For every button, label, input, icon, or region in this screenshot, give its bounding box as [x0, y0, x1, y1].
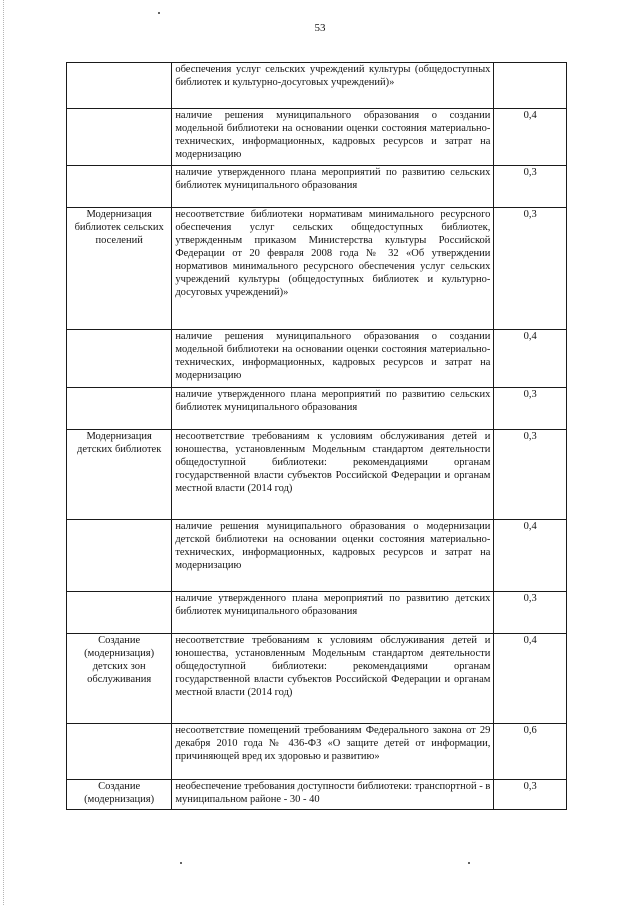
category-cell — [67, 109, 172, 166]
table-row — [67, 166, 567, 208]
criterion-cell: наличие решения муниципального образования о создании модельной библиотеки на основании оценки состояния материально-технических, информационных, кадровых ресурсов и затрат на модернизацию — [172, 330, 494, 388]
scan-speck — [158, 12, 160, 14]
binding-line — [3, 0, 4, 905]
category-cell — [67, 592, 172, 634]
category-cell — [67, 63, 172, 109]
table-row — [67, 592, 567, 634]
criterion-cell: наличие утвержденного плана мероприятий по развитию детских библиотек муниципального образования — [172, 592, 494, 634]
page-number: 53 — [314, 22, 326, 34]
criterion-cell: несоответствие требованиям к условиям обслуживания детей и юношества, установленным Модельным стандартом деятельности общедоступной библиотеки: рекомендациями органам государственной власти субъектов Российской Федерации и органам местной власти (2014 год) — [172, 430, 494, 520]
weight-cell: 0,3 — [494, 388, 567, 430]
table-row — [67, 634, 567, 724]
weight-cell: 0,3 — [494, 780, 567, 810]
weight-cell: 0,3 — [494, 208, 567, 330]
criterion-cell: наличие решения муниципального образования о модернизации детской библиотеки на основании оценки состояния материально-технических, информационных, кадровых ресурсов и затрат на модернизацию — [172, 520, 494, 592]
weight-cell: 0,4 — [494, 330, 567, 388]
criterion-cell: несоответствие помещений требованиям Федерального закона от 29 декабря 2010 года № 436-ФЗ «О защите детей от информации, причиняющей вред их здоровью и развитию» — [172, 724, 494, 780]
scan-speck — [180, 862, 182, 864]
weight-cell: 0,4 — [494, 634, 567, 724]
category-cell — [67, 520, 172, 592]
weight-cell: 0,3 — [494, 166, 567, 208]
table-row — [67, 780, 567, 810]
criterion-cell: наличие утвержденного плана мероприятий по развитию сельских библиотек муниципального образования — [172, 388, 494, 430]
table-row — [67, 388, 567, 430]
category-cell: Модернизация детских библиотек — [67, 430, 172, 520]
weight-cell: 0,4 — [494, 109, 567, 166]
table-row — [67, 724, 567, 780]
weight-cell: 0,4 — [494, 520, 567, 592]
table-row — [67, 330, 567, 388]
category-cell: Создание (модернизация) — [67, 780, 172, 810]
category-cell — [67, 330, 172, 388]
table-row — [67, 520, 567, 592]
criterion-cell: наличие утвержденного плана мероприятий по развитию сельских библиотек муниципального образования — [172, 166, 494, 208]
table-row — [67, 109, 567, 166]
weight-cell: 0,6 — [494, 724, 567, 780]
table-row — [67, 430, 567, 520]
criterion-cell: необеспечение требования доступности библиотеки: транспортной - в муниципальном районе - 30 - 40 — [172, 780, 494, 810]
category-cell — [67, 388, 172, 430]
category-cell: Модернизация библиотек сельских поселений — [67, 208, 172, 330]
table-row — [67, 208, 567, 330]
criterion-cell: обеспечения услуг сельских учреждений культуры (общедоступных библиотек и культурно-досуговых учреждений)» — [172, 63, 494, 109]
criterion-cell: несоответствие библиотеки нормативам минимального ресурсного обеспечения услуг сельских общедоступных библиотек, утвержденным приказом Министерства культуры Российской Федерации от 20 февраля 2008 года № 32 «Об утверждении нормативов минимального ресурсного обеспечения услуг сельских учреждений культуры (общедоступных библиотек и культурно-досуговых учреждений)» — [172, 208, 494, 330]
weight-cell: 0,3 — [494, 430, 567, 520]
weight-cell: 0,3 — [494, 592, 567, 634]
category-cell — [67, 724, 172, 780]
category-cell: Создание (модернизация) детских зон обслуживания — [67, 634, 172, 724]
weight-cell — [494, 63, 567, 109]
criterion-cell: наличие решения муниципального образования о создании модельной библиотеки на основании оценки состояния материально-технических, информационных, кадровых ресурсов и затрат на модернизацию — [172, 109, 494, 166]
table-row — [67, 63, 567, 109]
scan-speck — [468, 862, 470, 864]
criteria-table — [66, 62, 567, 810]
category-cell — [67, 166, 172, 208]
criterion-cell: несоответствие требованиям к условиям обслуживания детей и юношества, установленным Модельным стандартом деятельности общедоступной библиотеки: рекомендациями органам государственной власти субъектов Российской Федерации и органам местной власти (2014 год) — [172, 634, 494, 724]
